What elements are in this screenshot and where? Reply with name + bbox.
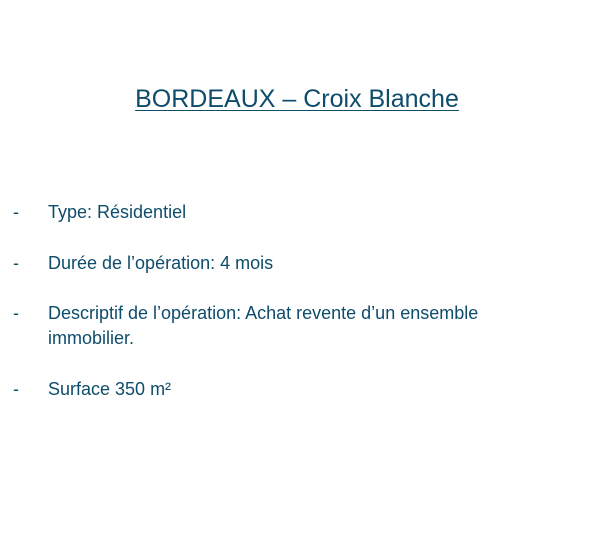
bullet-marker: - (13, 253, 19, 273)
bullet-marker: - (13, 379, 19, 399)
bullet-marker: - (13, 202, 19, 222)
slide-title: BORDEAUX – Croix Blanche (135, 85, 459, 113)
bullet-text: Durée de l’opération: 4 mois (48, 253, 274, 273)
bullet-text: Type: Résidentiel (48, 202, 187, 222)
bullet-text: Surface 350 m² (48, 379, 172, 399)
bullet-text: Descriptif de l’opération: Achat revente d’un ensemble immobilier. (48, 303, 479, 348)
bullet-marker: - (13, 303, 19, 323)
